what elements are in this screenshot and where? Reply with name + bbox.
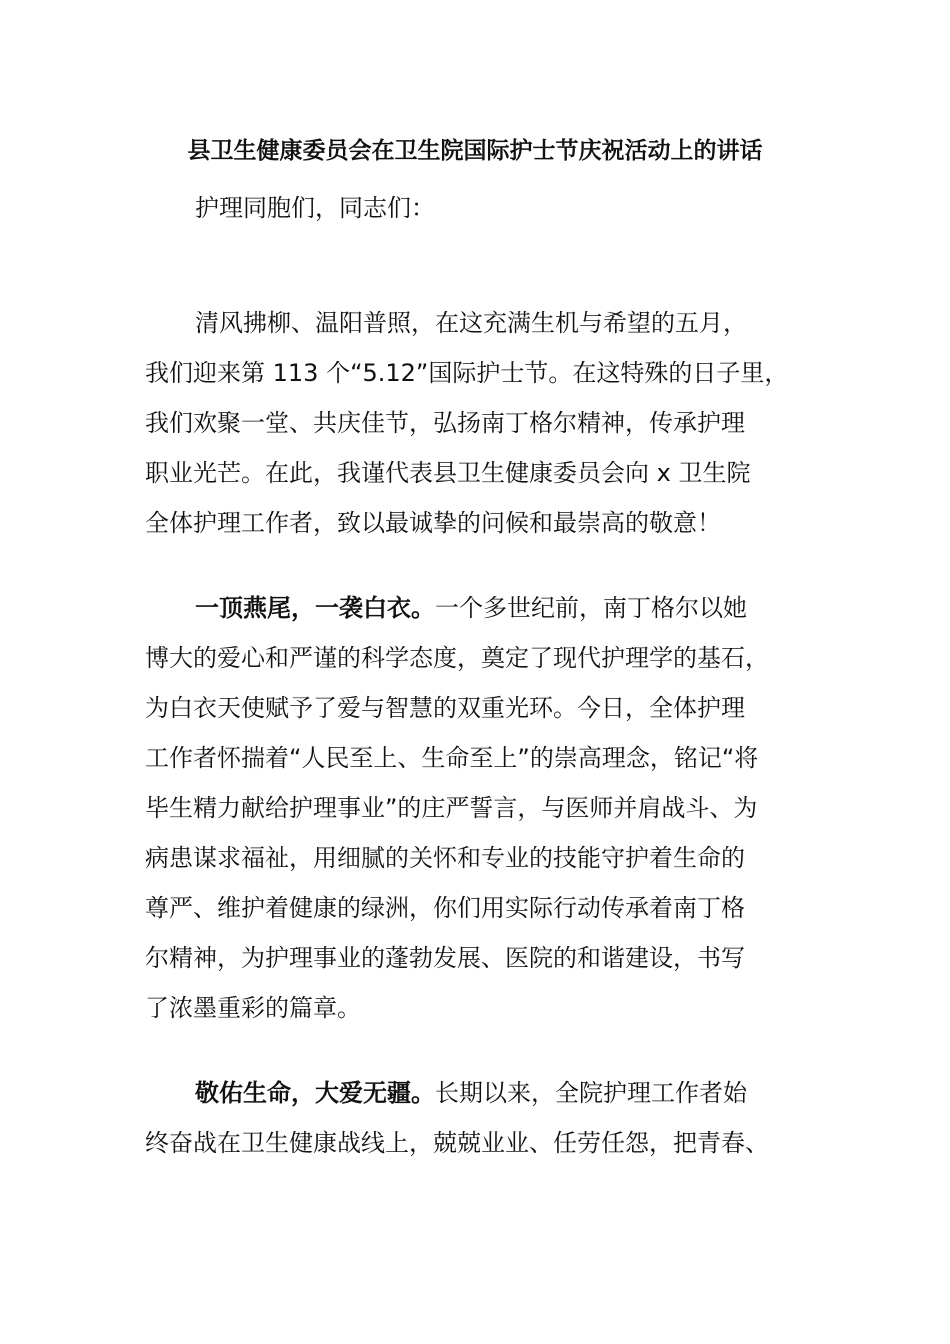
paragraph-2-line-3: 为白衣天使赋予了爱与智慧的双重光环。今日，全体护理: [145, 694, 745, 722]
paragraph-3-heading: 敬佑生命，大爱无疆。: [195, 1079, 435, 1107]
paragraph-1-line-2: 我们迎来第 113 个“5.12”国际护士节。在这特殊的日子里，: [145, 359, 789, 387]
paragraph-2-line-5: 毕生精力献给护理事业”的庄严誓言，与医师并肩战斗、为: [145, 794, 758, 822]
paragraph-1-line-4: 职业光芒。在此，我谨代表县卫生健康委员会向 x 卫生院: [145, 459, 751, 487]
paragraph-1-line-1: 清风拂柳、温阳普照，在这充满生机与希望的五月，: [195, 309, 747, 337]
salutation: 护理同胞们，同志们：: [195, 194, 435, 222]
paragraph-2-line-1-text: 一个多世纪前，南丁格尔以她: [435, 594, 747, 622]
paragraph-2-heading: 一顶燕尾，一袭白衣。: [195, 594, 435, 622]
paragraph-2-line-6: 病患谋求福祉，用细腻的关怀和专业的技能守护着生命的: [145, 844, 745, 872]
paragraph-2-line-8: 尔精神，为护理事业的蓬勃发展、医院的和谐建设，书写: [145, 944, 745, 972]
paragraph-1-line-3: 我们欢聚一堂、共庆佳节，弘扬南丁格尔精神，传承护理: [145, 409, 745, 437]
paragraph-2-line-9: 了浓墨重彩的篇章。: [145, 994, 361, 1022]
paragraph-2-line-1: [195, 591, 747, 625]
paragraph-2-line-2: 博大的爱心和严谨的科学态度，奠定了现代护理学的基石，: [145, 644, 769, 672]
paragraph-3-line-1-text: 长期以来，全院护理工作者始: [435, 1079, 747, 1107]
paragraph-3-line-2: 终奋战在卫生健康战线上，兢兢业业、任劳任怨，把青春、: [145, 1129, 769, 1157]
paragraph-2-line-4: 工作者怀揣着“人民至上、生命至上”的崇高理念，铭记“将: [145, 744, 759, 772]
paragraph-1-line-5: 全体护理工作者，致以最诚挚的问候和最崇高的敬意！: [145, 509, 721, 537]
paragraph-3-line-1: [195, 1076, 747, 1110]
paragraph-2-line-7: 尊严、维护着健康的绿洲，你们用实际行动传承着南丁格: [145, 894, 745, 922]
document-title: 县卫生健康委员会在卫生院国际护士节庆祝活动上的讲话: [187, 138, 763, 164]
